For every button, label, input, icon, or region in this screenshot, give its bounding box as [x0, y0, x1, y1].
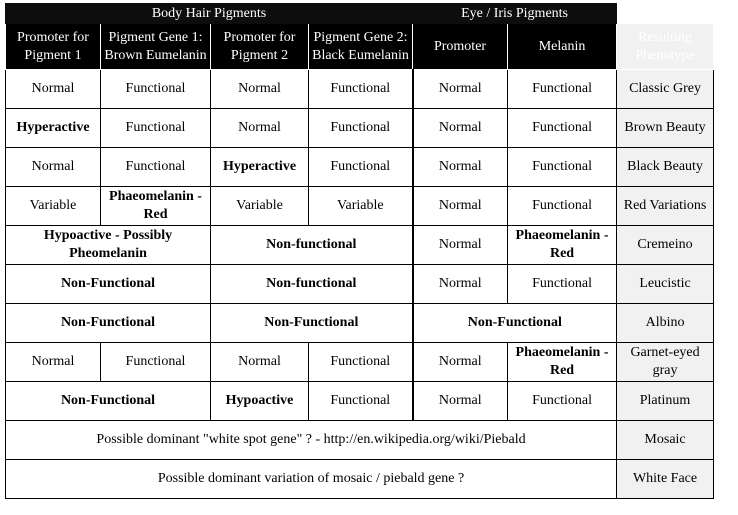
table-row-white-face: [6, 460, 714, 499]
cell-phenotype: Brown Beauty: [617, 109, 714, 148]
cell-eye-promoter: Normal: [413, 343, 508, 382]
cell-pigment-1-span: Non-Functional: [6, 265, 211, 304]
cell-promoter-2: Hypoactive: [211, 382, 309, 421]
cell-eye-promoter: Normal: [413, 109, 508, 148]
cell-promoter-1: Hyperactive: [6, 109, 101, 148]
cell-phenotype: Albino: [617, 304, 714, 343]
cell-phenotype: Platinum: [617, 382, 714, 421]
cell-melanin: Functional: [508, 148, 617, 187]
cell-promoter-1: Normal: [6, 148, 101, 187]
header-gene-1-text: Pigment Gene 1: Brown Eumelanin: [104, 29, 207, 63]
table-row-classic-grey: [6, 70, 714, 109]
header-gene-2: [309, 24, 413, 70]
cell-promoter-2: Variable: [211, 187, 309, 226]
cell-gene-1: Functional: [101, 109, 211, 148]
cell-phenotype: Red Variations: [617, 187, 714, 226]
header-phenotype: Resulting Phenotype: [617, 24, 714, 70]
table-row-brown-beauty: [6, 109, 714, 148]
cell-gene-2: Functional: [309, 148, 413, 187]
cell-promoter-1: Normal: [6, 70, 101, 109]
table-row-mosaic: [6, 421, 714, 460]
cell-pigment-2-span: Non-Functional: [211, 304, 413, 343]
cell-pigment-2-span: Non-functional: [211, 265, 413, 304]
cell-phenotype: Garnet-eyed gray: [617, 343, 714, 382]
cell-gene-2: Variable: [309, 187, 413, 226]
header-gene-1: [101, 24, 211, 70]
cell-melanin: Functional: [508, 187, 617, 226]
cell-eye-promoter: Normal: [413, 187, 508, 226]
group-header-spacer: [617, 4, 714, 24]
cell-pigment-1-span: Non-Functional: [6, 382, 211, 421]
table-row-garnet-eyed-gray: [6, 343, 714, 382]
cell-promoter-2: Hyperactive: [211, 148, 309, 187]
cell-melanin: Functional: [508, 382, 617, 421]
cell-pigment-2-span: Non-functional: [211, 226, 413, 265]
header-melanin: Melanin: [508, 24, 617, 70]
cell-pigment-1-span: Non-Functional: [6, 304, 211, 343]
cell-eye-span: Non-Functional: [413, 304, 617, 343]
cell-promoter-1: Variable: [6, 187, 101, 226]
cell-melanin: Functional: [508, 265, 617, 304]
header-promoter-2-text: Promoter for Pigment 2: [223, 29, 296, 63]
cell-phenotype: Black Beauty: [617, 148, 714, 187]
table-row-cremeino: [6, 226, 714, 265]
cell-gene-1: Functional: [101, 70, 211, 109]
header-eye-promoter: Promoter: [413, 24, 508, 70]
cell-melanin: Functional: [508, 70, 617, 109]
group-header-row: [6, 4, 714, 24]
cell-melanin: Functional: [508, 109, 617, 148]
cell-promoter-2: Normal: [211, 343, 309, 382]
cell-gene-2: Functional: [309, 70, 413, 109]
header-gene-2-text: Pigment Gene 2: Black Eumelanin: [312, 29, 409, 63]
table-row-platinum: [6, 382, 714, 421]
cell-gene-2: Functional: [309, 109, 413, 148]
cell-phenotype: White Face: [617, 460, 714, 499]
cell-melanin: Phaeomelanin - Red: [508, 226, 617, 265]
cell-promoter-2: Normal: [211, 109, 309, 148]
table-row-black-beauty: [6, 148, 714, 187]
header-promoter-2: [211, 24, 309, 70]
cell-phenotype: Mosaic: [617, 421, 714, 460]
header-promoter-1: [6, 24, 101, 70]
table-row-red-variations: [6, 187, 714, 226]
cell-note: Possible dominant variation of mosaic / piebald gene ?: [6, 460, 617, 499]
cell-melanin: Phaeomelanin - Red: [508, 343, 617, 382]
cell-gene-2: Functional: [309, 343, 413, 382]
cell-pigment-1-span: Hypoactive - Possibly Pheomelanin: [6, 226, 211, 265]
cell-promoter-1: Normal: [6, 343, 101, 382]
cell-phenotype: Cremeino: [617, 226, 714, 265]
column-header-row: [6, 24, 714, 70]
cell-gene-2: Functional: [309, 382, 413, 421]
cell-eye-promoter: Normal: [413, 265, 508, 304]
cell-eye-promoter: Normal: [413, 148, 508, 187]
table-row-albino: [6, 304, 714, 343]
cell-eye-promoter: Normal: [413, 226, 508, 265]
pigment-phenotype-table: [5, 3, 714, 499]
cell-gene-1: Functional: [101, 343, 211, 382]
cell-phenotype: Classic Grey: [617, 70, 714, 109]
table-row-leucistic: [6, 265, 714, 304]
cell-eye-promoter: Normal: [413, 70, 508, 109]
cell-eye-promoter: Normal: [413, 382, 508, 421]
body-hair-group-header: Body Hair Pigments: [6, 4, 413, 24]
cell-gene-1: Phaeomelanin - Red: [101, 187, 211, 226]
eye-iris-group-header: Eye / Iris Pigments: [413, 4, 617, 24]
cell-promoter-2: Normal: [211, 70, 309, 109]
cell-gene-1: Functional: [101, 148, 211, 187]
cell-phenotype: Leucistic: [617, 265, 714, 304]
cell-note: Possible dominant "white spot gene" ? - http://en.wikipedia.org/wiki/Piebald: [6, 421, 617, 460]
header-promoter-1-text: Promoter for Pigment 1: [17, 29, 89, 63]
